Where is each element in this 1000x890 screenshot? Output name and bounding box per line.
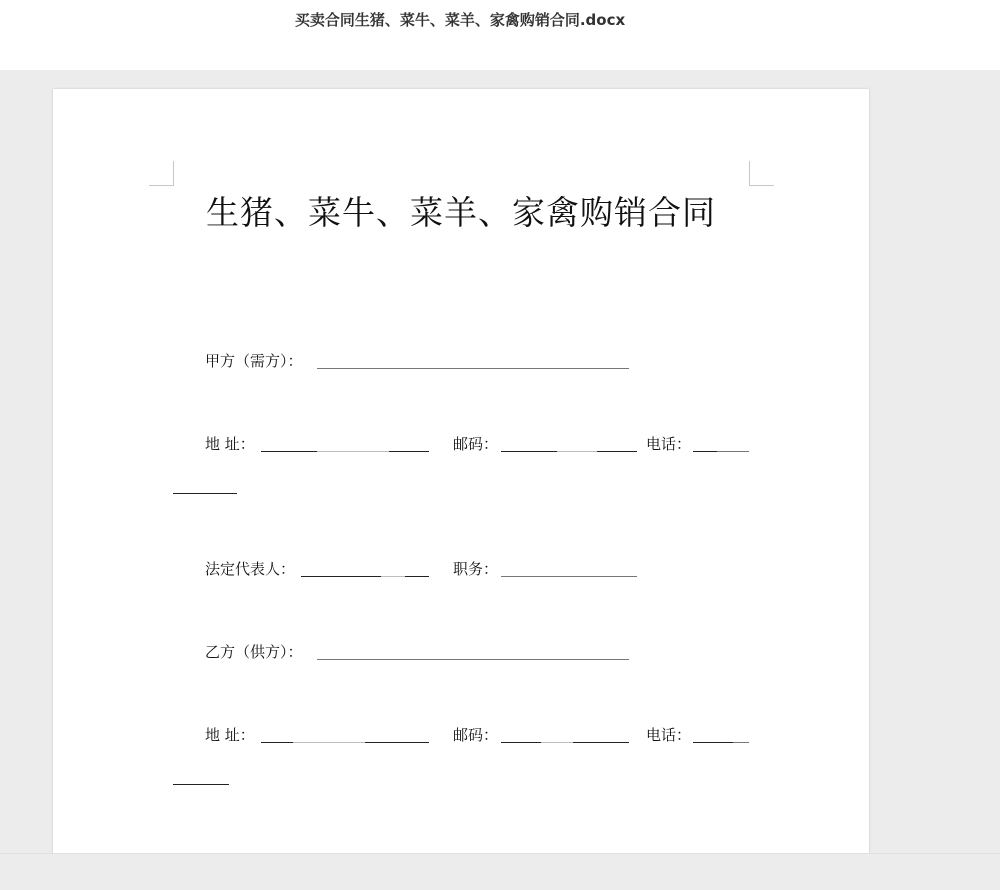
party-a-phone-blank-end <box>717 451 749 452</box>
party-a-phone-label: 电话： <box>646 435 692 453</box>
legal-rep-blank <box>301 576 381 577</box>
party-a-phone-blank-wrap <box>173 493 237 494</box>
contract-title: 生猪、菜牛、菜羊、家禽购销合同 <box>206 193 716 232</box>
document-viewer[interactable] <box>0 70 1000 853</box>
party-a-postcode-blank-end <box>597 451 637 452</box>
party-a-address-blank-mid <box>317 451 389 452</box>
position-blank <box>501 576 637 577</box>
party-b-phone-blank <box>693 742 733 743</box>
legal-rep-blank-mid <box>381 576 405 577</box>
party-b-postcode-blank-end <box>573 742 629 743</box>
party-a-phone-blank <box>693 451 717 452</box>
party-a-address-blank-end <box>389 451 429 452</box>
party-a-blank <box>317 368 629 369</box>
margin-corner-mark-left <box>149 161 174 186</box>
party-b-phone-blank-end <box>733 742 749 743</box>
legal-rep-label: 法定代表人： <box>205 560 296 578</box>
bottom-toolbar-strip <box>0 853 1000 890</box>
party-b-address-blank-mid <box>293 742 365 743</box>
party-b-address-label: 地 址： <box>205 726 255 744</box>
party-b-phone-blank-wrap <box>173 784 229 785</box>
party-b-address-blank-end <box>365 742 429 743</box>
party-a-postcode-blank-mid <box>557 451 597 452</box>
party-b-postcode-blank-mid <box>541 742 573 743</box>
position-label: 职务： <box>453 560 499 578</box>
party-a-address-blank <box>261 451 317 452</box>
party-b-blank <box>317 659 629 660</box>
margin-corner-mark-right <box>749 161 774 186</box>
document-filename: 买卖合同生猪、菜牛、菜羊、家禽购销合同.docx <box>294 11 626 29</box>
party-a-label: 甲方（需方）： <box>205 352 303 370</box>
document-page <box>53 89 869 853</box>
party-a-postcode-blank <box>501 451 557 452</box>
party-a-postcode-label: 邮码： <box>453 435 499 453</box>
party-b-phone-label: 电话： <box>646 726 692 744</box>
party-b-postcode-label: 邮码： <box>453 726 499 744</box>
party-b-label: 乙方（供方）： <box>205 643 303 661</box>
party-b-address-blank <box>261 742 293 743</box>
title-bar <box>0 0 1000 70</box>
legal-rep-blank-end <box>405 576 429 577</box>
party-b-postcode-blank <box>501 742 541 743</box>
party-a-address-label: 地 址： <box>205 435 255 453</box>
